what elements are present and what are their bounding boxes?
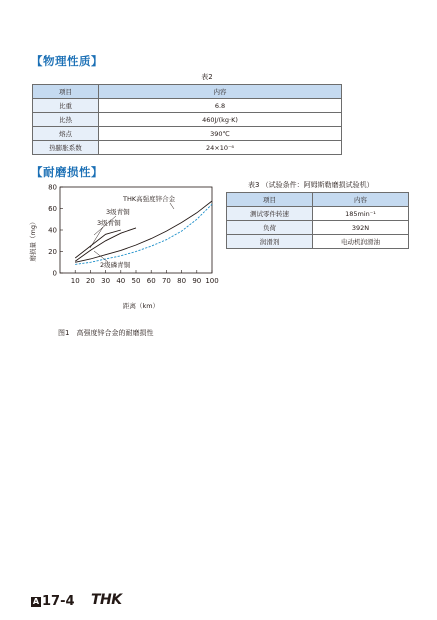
- chart-x-tick-label: 80: [177, 277, 187, 285]
- table2: [32, 84, 342, 155]
- table3: [226, 192, 409, 249]
- table-row: [227, 207, 409, 221]
- table-row: [33, 99, 342, 113]
- table-row: [33, 113, 342, 127]
- table-row: [227, 235, 409, 249]
- table-row: [33, 141, 342, 155]
- page-section-mark: A: [32, 597, 40, 606]
- table3-header-row: [227, 193, 409, 207]
- table3-header-cell: 内容: [313, 193, 409, 207]
- chart-y-tick-label: 20: [48, 248, 57, 256]
- chart-x-axis-label: 距离（km）: [122, 302, 160, 310]
- chart-series-line: [75, 228, 136, 261]
- chart-series-label: 3级青铜: [97, 219, 121, 227]
- table2-cell: 比热: [33, 113, 99, 127]
- chart-y-axis-label: 磨损量（mg）: [29, 218, 37, 262]
- chart-x-tick-label: 100: [205, 277, 219, 285]
- table2-cell: 熔点: [33, 127, 99, 141]
- chart-y-tick-label: 40: [48, 226, 57, 235]
- chart-x-tick-label: 30: [101, 277, 111, 285]
- table2-header-cell: 内容: [99, 85, 342, 99]
- table2-caption: 表2: [201, 73, 213, 81]
- thk-logo: THK: [91, 592, 122, 608]
- table3-caption: 表3 （试验条件：阿姆斯勒磨损试验机）: [248, 181, 374, 189]
- chart-x-tick-label: 20: [85, 277, 95, 285]
- chart-series-label: THK高强度锌合金: [123, 195, 176, 203]
- section-title-wear-resistance: 【耐磨损性】: [31, 165, 103, 179]
- chart-y-tick-label: 0: [52, 269, 57, 278]
- chart-x-tick-label: 40: [116, 277, 126, 285]
- table2-header-row: [33, 85, 342, 99]
- table2-cell: 390℃: [99, 127, 342, 141]
- table3-cell: 185min⁻¹: [313, 207, 409, 221]
- table2-header-cell: 项目: [33, 85, 99, 99]
- wear-chart: [28, 178, 224, 316]
- table3-cell: 392N: [313, 221, 409, 235]
- table2-cell: 6.8: [99, 99, 342, 113]
- table2-cell: 24×10⁻⁶: [99, 141, 342, 155]
- chart-x-tick-label: 10: [70, 277, 80, 285]
- chart-x-tick-label: 50: [131, 277, 141, 285]
- chart-y-tick-label: 80: [48, 183, 57, 192]
- table2-cell: 比重: [33, 99, 99, 113]
- table2-cell: 热膨胀系数: [33, 141, 99, 155]
- section-title-physical-properties: 【物理性质】: [31, 54, 103, 68]
- chart-series-line: [75, 204, 212, 264]
- table3-header-cell: 项目: [227, 193, 313, 207]
- chart-y-tick-label: 60: [48, 205, 57, 213]
- chart-leader-line: [170, 203, 174, 209]
- page-number-label: 17-4: [42, 594, 75, 609]
- chart-series-label: 2级磷青铜: [100, 261, 131, 269]
- chart-x-tick-label: 70: [161, 277, 171, 285]
- page-number: [31, 594, 75, 609]
- table-row: [227, 221, 409, 235]
- table3-cell: 测试零件转速: [227, 207, 313, 221]
- chart-series-label: 3级青铜: [106, 208, 130, 216]
- table-row: [33, 127, 342, 141]
- chart-x-tick-label: 90: [192, 277, 202, 285]
- chart-series-line: [75, 230, 121, 258]
- chart-series-line: [75, 201, 212, 262]
- table3-cell: 润滑剂: [227, 235, 313, 249]
- table3-cell: 负荷: [227, 221, 313, 235]
- chart-x-tick-label: 60: [146, 277, 156, 285]
- table3-cell: 电动机润滑油: [313, 235, 409, 249]
- table2-cell: 460J/(kg·K): [99, 113, 342, 127]
- figure1-caption: 图1 高强度锌合金的耐磨损性: [58, 329, 154, 337]
